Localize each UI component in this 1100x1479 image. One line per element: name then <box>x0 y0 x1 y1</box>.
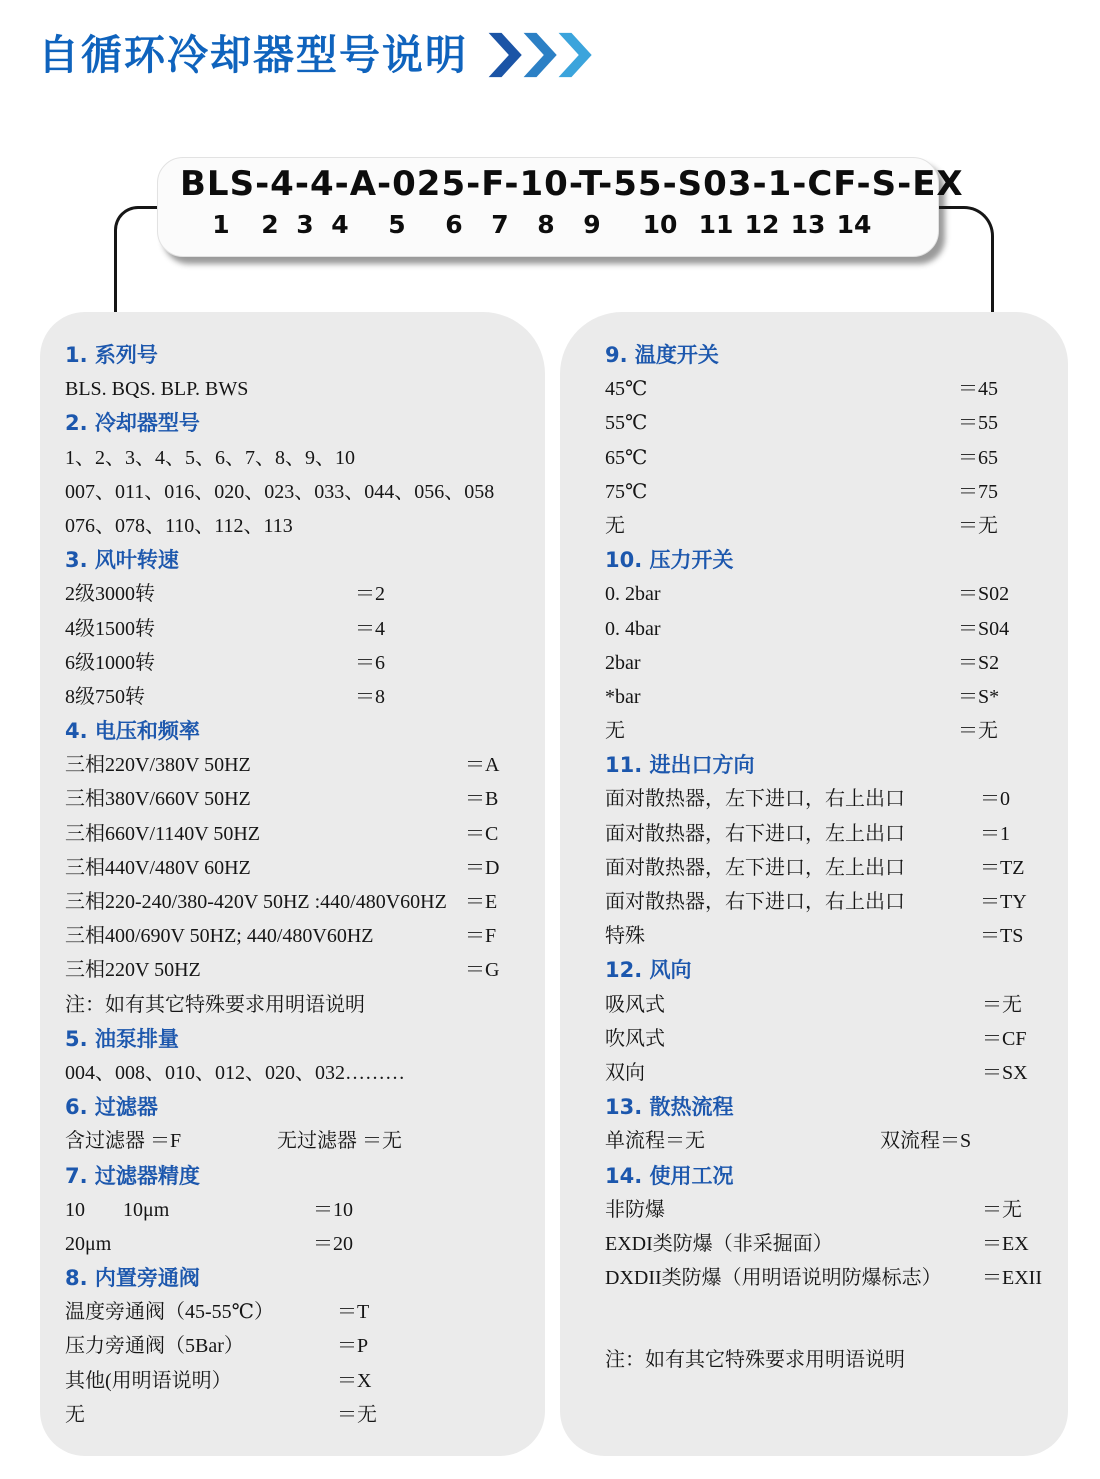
row-label: 4级1500转 <box>65 617 155 640</box>
spec-row <box>65 1295 545 1329</box>
row-label: 2bar <box>605 651 641 674</box>
code-value: ＝CF <box>982 1027 1027 1050</box>
row-label: 三相220V 50HZ <box>65 959 201 982</box>
spec-row <box>65 475 545 509</box>
row-label: 注：如有其它特殊要求用明语说明 <box>65 993 365 1016</box>
page-title: 自循环冷却器型号说明 <box>38 31 468 79</box>
row-label: 三相220-240/380-420V 50HZ :440/480V60HZ <box>65 891 447 913</box>
spec-row <box>605 714 1068 748</box>
row-label: 004、008、010、012、020、032……… <box>65 1061 405 1084</box>
spec-row <box>65 748 545 782</box>
spec-row <box>605 680 1068 714</box>
spec-row <box>605 817 1068 851</box>
section-heading: 8. 内置旁通阀 <box>65 1266 200 1291</box>
code-value: ＝无 <box>337 1403 377 1426</box>
row-label: 无 <box>605 514 625 537</box>
code-value: ＝E <box>465 891 498 913</box>
spec-row <box>65 851 545 885</box>
section-heading: 14. 使用工况 <box>605 1163 734 1188</box>
row-label: 0. 2bar <box>605 583 661 606</box>
spec-row <box>65 646 545 680</box>
spec-row <box>65 1227 545 1261</box>
row-label: 三相380V/660V 50HZ <box>65 788 251 811</box>
section-heading: 10. 压力开关 <box>605 548 734 573</box>
model-position-number: 5 <box>388 210 406 239</box>
code-value: ＝55 <box>958 412 998 435</box>
spec-row <box>65 1398 545 1432</box>
spec-row <box>605 782 1068 816</box>
row-label: 双向 <box>605 1061 645 1084</box>
code-value: ＝T <box>337 1301 370 1324</box>
model-position-number: 7 <box>491 210 509 239</box>
code-value: ＝75 <box>958 480 998 503</box>
code-value: ＝S02 <box>958 583 1010 606</box>
code-value: ＝无 <box>982 1198 1022 1221</box>
code-value: ＝TS <box>980 925 1024 948</box>
code-value: ＝C <box>465 822 499 845</box>
spec-row <box>605 406 1068 440</box>
section-heading: 7. 过滤器精度 <box>65 1163 200 1188</box>
right-spec-panel <box>560 312 1068 1456</box>
code-value: ＝20 <box>313 1232 353 1255</box>
code-value: ＝X <box>337 1369 372 1392</box>
code-value: ＝无 <box>958 514 998 537</box>
spec-row <box>65 919 545 953</box>
section-heading: 11. 进出口方向 <box>605 753 755 778</box>
row-label: DXDII类防爆（用明语说明防爆标志） <box>605 1267 942 1290</box>
row-label: 面对散热器，右下进口，左上出口 <box>605 822 905 845</box>
row-label: 注：如有其它特殊要求用明语说明 <box>605 1349 905 1372</box>
section-heading: 2. 冷却器型号 <box>65 411 200 436</box>
model-position-number: 12 <box>744 210 780 239</box>
code-value: ＝S04 <box>958 617 1010 640</box>
spec-row <box>605 1227 1068 1261</box>
code-value: ＝无 <box>958 720 998 743</box>
spec-row <box>605 577 1068 611</box>
model-position-number: 3 <box>296 210 314 239</box>
spec-row <box>65 680 545 714</box>
left-spec-panel <box>40 312 545 1456</box>
code-value: ＝8 <box>355 685 385 708</box>
spec-row <box>65 885 545 919</box>
row-label: 007、011、016、020、023、033、044、056、058 <box>65 480 495 503</box>
spec-row <box>605 475 1068 509</box>
section-heading: 9. 温度开关 <box>605 343 719 367</box>
code-value: ＝S2 <box>958 651 1000 674</box>
spec-row <box>605 1056 1068 1090</box>
row-label: 10 <box>65 1198 85 1221</box>
spec-row <box>65 577 545 611</box>
spec-row <box>65 372 545 406</box>
spec-row <box>65 612 545 646</box>
code-value: ＝0 <box>980 788 1010 811</box>
row-label: 45℃ <box>605 378 648 401</box>
row-label: 10μm <box>123 1198 170 1221</box>
row-label: 1、2、3、4、5、6、7、8、9、10 <box>65 446 355 469</box>
spec-row <box>605 851 1068 885</box>
spacer <box>605 1295 1068 1343</box>
spec-row <box>65 1329 545 1363</box>
row-label: 单流程＝无 <box>605 1130 705 1153</box>
code-value: ＝D <box>465 856 500 879</box>
code-value: ＝EX <box>982 1232 1029 1255</box>
model-position-number: 9 <box>583 210 601 239</box>
spec-row <box>605 919 1068 953</box>
row-label: 无 <box>65 1403 85 1426</box>
row-label: 无过滤器 ＝无 <box>277 1130 402 1153</box>
code-value: ＝G <box>465 959 500 982</box>
row-label: 三相400/690V 50HZ; 440/480V60HZ <box>65 925 374 948</box>
model-position-number: 6 <box>445 210 463 239</box>
row-label: BLS. BQS. BLP. BWS <box>65 378 249 401</box>
spec-row <box>65 1193 545 1227</box>
row-label: *bar <box>605 685 641 708</box>
code-value: ＝A <box>465 754 500 777</box>
model-position-number: 4 <box>331 210 349 239</box>
code-value: ＝4 <box>355 617 385 640</box>
spec-row <box>65 988 545 1022</box>
spec-row <box>605 1193 1068 1227</box>
section-heading: 12. 风向 <box>605 958 692 983</box>
row-label: 0. 4bar <box>605 617 661 640</box>
model-number-box <box>157 157 964 257</box>
row-label: 其他(用明语说明） <box>65 1369 232 1392</box>
spec-row <box>605 988 1068 1022</box>
section-heading: 1. 系列号 <box>65 343 158 367</box>
model-position-number: 1 <box>212 210 230 239</box>
model-position-number: 13 <box>790 210 826 239</box>
spec-row <box>605 612 1068 646</box>
code-value: ＝10 <box>313 1198 353 1221</box>
row-label: 双流程＝S <box>880 1130 972 1153</box>
spec-row <box>65 953 545 987</box>
spec-row <box>605 441 1068 475</box>
section-heading: 5. 油泵排量 <box>65 1026 179 1051</box>
model-position-number: 11 <box>698 210 734 239</box>
row-label: 三相440V/480V 60HZ <box>65 856 251 879</box>
code-value: ＝F <box>465 925 497 948</box>
row-label: 三相220V/380V 50HZ <box>65 754 251 777</box>
code-value: ＝1 <box>980 822 1010 845</box>
spec-row <box>605 885 1068 919</box>
row-label: 6级1000转 <box>65 651 155 674</box>
spec-row <box>605 1124 1068 1158</box>
spec-row <box>65 1364 545 1398</box>
spec-row <box>65 1124 545 1158</box>
code-value: ＝TZ <box>980 856 1025 879</box>
row-label: 076、078、110、112、113 <box>65 514 293 537</box>
row-label: 75℃ <box>605 480 648 503</box>
row-label: 面对散热器，左下进口，右上出口 <box>605 788 905 811</box>
section-heading: 3. 风叶转速 <box>65 548 179 573</box>
model-position-number: 10 <box>642 210 678 239</box>
row-label: 吸风式 <box>605 993 665 1016</box>
row-label: 吹风式 <box>605 1027 665 1050</box>
row-label: 非防爆 <box>605 1198 665 1221</box>
spec-row <box>605 646 1068 680</box>
code-value: ＝TY <box>980 891 1027 913</box>
row-label: 面对散热器，左下进口，左上出口 <box>605 856 905 879</box>
spec-row <box>65 817 545 851</box>
model-position-numbers <box>158 210 938 250</box>
spec-row <box>605 509 1068 543</box>
row-label: 无 <box>605 720 625 743</box>
connector-line-right <box>935 206 994 317</box>
spec-row <box>605 1022 1068 1056</box>
code-value: ＝65 <box>958 446 998 469</box>
section-heading: 6. 过滤器 <box>65 1095 158 1120</box>
spec-row <box>65 1056 545 1090</box>
code-value: ＝EXII <box>982 1267 1042 1290</box>
code-value: ＝SX <box>982 1061 1028 1084</box>
row-label: 含过滤器 ＝F <box>65 1130 182 1153</box>
row-label: 特殊 <box>605 925 645 948</box>
model-position-number: 14 <box>836 210 872 239</box>
section-heading: 4. 电压和频率 <box>65 719 200 744</box>
code-value: ＝6 <box>355 651 385 674</box>
row-label: 8级750转 <box>65 685 145 708</box>
code-value: ＝S* <box>958 685 1000 708</box>
model-position-number: 2 <box>261 210 279 239</box>
code-value: ＝2 <box>355 583 385 606</box>
spec-row <box>65 509 545 543</box>
model-position-number: 8 <box>537 210 555 239</box>
row-label: 压力旁通阀（5Bar） <box>65 1335 244 1358</box>
spec-row <box>605 372 1068 406</box>
model-number-text: BLS-4-4-A-025-F-10-T-55-S03-1-CF-S-EX <box>180 164 964 204</box>
spec-row <box>65 441 545 475</box>
spec-row <box>605 1343 1068 1377</box>
code-value: ＝无 <box>982 993 1022 1016</box>
row-label: EXDI类防爆（非采掘面） <box>605 1232 833 1255</box>
row-label: 20μm <box>65 1232 112 1255</box>
row-label: 面对散热器，右下进口，右上出口 <box>605 891 905 913</box>
code-value: ＝B <box>465 788 499 811</box>
code-value: ＝P <box>337 1335 369 1358</box>
connector-line-left <box>114 206 161 317</box>
triple-chevron-icon <box>486 32 598 78</box>
row-label: 温度旁通阀（45-55℃） <box>65 1301 275 1324</box>
code-value: ＝45 <box>958 378 998 401</box>
row-label: 2级3000转 <box>65 583 155 606</box>
section-heading: 13. 散热流程 <box>605 1095 734 1120</box>
row-label: 65℃ <box>605 446 648 469</box>
spec-row <box>605 1261 1068 1295</box>
row-label: 55℃ <box>605 412 648 435</box>
spec-row <box>65 782 545 816</box>
row-label: 三相660V/1140V 50HZ <box>65 822 260 845</box>
